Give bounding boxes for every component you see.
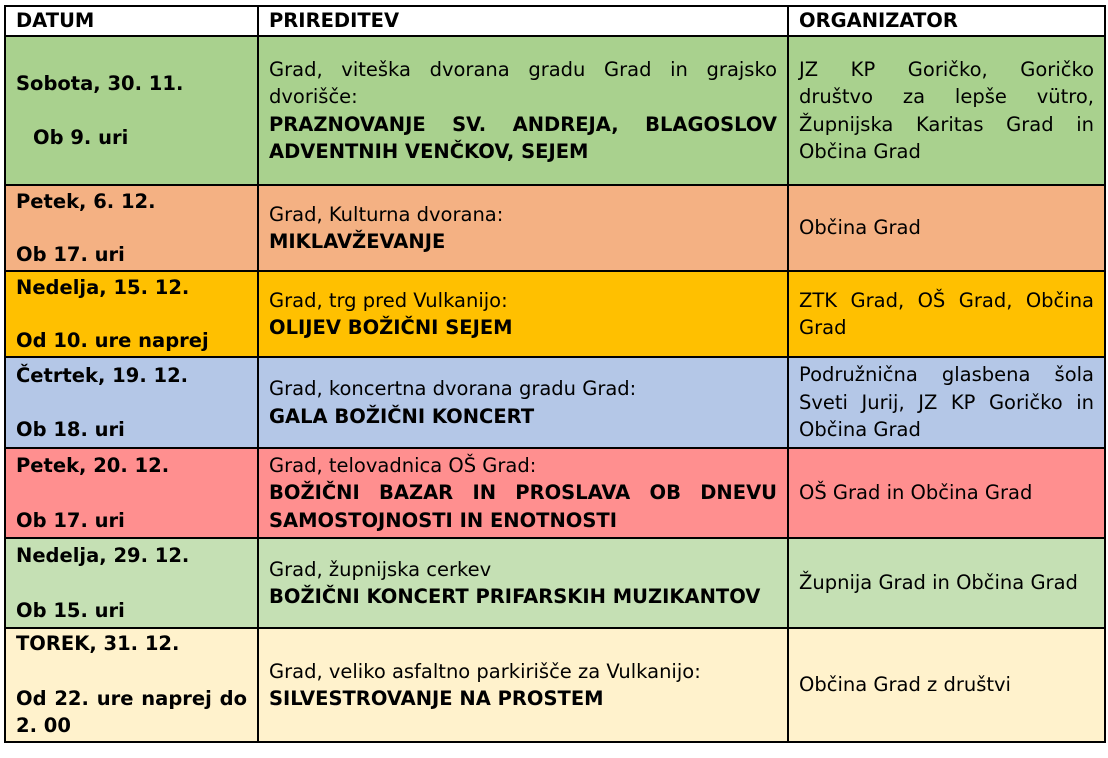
event-day: TOREK, 31. 12. bbox=[16, 632, 180, 656]
organizer-cell: Občina Grad z društvi bbox=[788, 628, 1105, 742]
event-location: Grad, Kulturna dvorana: bbox=[269, 202, 504, 226]
organizer-cell: ZTK Grad, OŠ Grad, Občina Grad bbox=[788, 271, 1105, 357]
event-time: Ob 15. uri bbox=[16, 598, 125, 622]
event-day: Nedelja, 15. 12. bbox=[16, 275, 190, 299]
date-cell bbox=[5, 36, 258, 185]
event-location: Grad, telovadnica OŠ Grad: bbox=[269, 453, 537, 477]
header-organizer: ORGANIZATOR bbox=[788, 6, 1105, 36]
event-title: BOŽIČNI KONCERT PRIFARSKIH MUZIKANTOV bbox=[269, 585, 761, 608]
event-location: Grad, veliko asfaltno parkirišče za Vulkanijo: bbox=[269, 659, 701, 683]
header-row bbox=[5, 6, 1105, 36]
event-title: PRAZNOVANJE SV. ANDREJA, BLAGOSLOV ADVENTNIH VENČKOV, SEJEM bbox=[269, 112, 777, 163]
event-cell bbox=[258, 36, 788, 185]
table-row bbox=[5, 36, 1105, 185]
organizer-cell: Župnija Grad in Občina Grad bbox=[788, 538, 1105, 628]
event-cell bbox=[258, 448, 788, 538]
table-row bbox=[5, 628, 1105, 742]
event-time: Od 22. ure naprej do 2. 00 bbox=[16, 686, 247, 738]
event-day: Nedelja, 29. 12. bbox=[16, 544, 190, 567]
event-day: Sobota, 30. 11. bbox=[16, 72, 184, 95]
event-cell bbox=[258, 628, 788, 742]
table-row bbox=[5, 357, 1105, 448]
organizer-cell: JZ KP Goričko, Goričko društvo za lepše vütro, Župnijska Karitas Grad in Občina Grad bbox=[788, 36, 1105, 185]
event-time: Ob 9. uri bbox=[33, 125, 129, 149]
event-time: Ob 17. uri bbox=[16, 508, 125, 532]
event-time: Ob 17. uri bbox=[16, 243, 125, 266]
table-row bbox=[5, 185, 1105, 271]
organizer-cell: OŠ Grad in Občina Grad bbox=[788, 448, 1105, 538]
date-cell bbox=[5, 628, 258, 742]
event-title: GALA BOŽIČNI KONCERT bbox=[269, 404, 535, 428]
event-title: MIKLAVŽEVANJE bbox=[269, 230, 446, 253]
organizer-cell: Podružnična glasbena šola Sveti Jurij, JZ KP Goričko in Občina Grad bbox=[788, 357, 1105, 448]
event-day: Petek, 6. 12. bbox=[16, 189, 156, 213]
event-cell bbox=[258, 271, 788, 357]
event-location: Grad, župnijska cerkev bbox=[269, 557, 492, 581]
event-location: Grad, trg pred Vulkanijo: bbox=[269, 288, 508, 312]
header-date: DATUM bbox=[5, 6, 258, 36]
date-cell bbox=[5, 538, 258, 628]
event-title: OLIJEV BOŽIČNI SEJEM bbox=[269, 316, 513, 339]
event-day: Petek, 20. 12. bbox=[16, 454, 170, 477]
event-location: Grad, viteška dvorana gradu Grad in grajsko dvorišče: bbox=[269, 57, 777, 108]
date-cell bbox=[5, 185, 258, 271]
event-time: Ob 18. uri bbox=[16, 418, 125, 441]
event-cell bbox=[258, 538, 788, 628]
event-title: SILVESTROVANJE NA PROSTEM bbox=[269, 687, 604, 710]
event-cell bbox=[258, 357, 788, 448]
events-table bbox=[4, 5, 1106, 743]
date-cell bbox=[5, 448, 258, 538]
header-event: PRIREDITEV bbox=[258, 6, 788, 36]
event-title: BOŽIČNI BAZAR IN PROSLAVA OB DNEVU SAMOSTOJNOSTI IN ENOTNOSTI bbox=[269, 481, 777, 532]
organizer-cell: Občina Grad bbox=[788, 185, 1105, 271]
date-cell bbox=[5, 357, 258, 448]
table-row bbox=[5, 448, 1105, 538]
table-row bbox=[5, 538, 1105, 628]
event-day: Četrtek, 19. 12. bbox=[16, 363, 189, 387]
date-cell bbox=[5, 271, 258, 357]
table-row bbox=[5, 271, 1105, 357]
event-cell bbox=[258, 185, 788, 271]
event-time: Od 10. ure naprej bbox=[16, 329, 209, 352]
event-location: Grad, koncertna dvorana gradu Grad: bbox=[269, 377, 637, 400]
